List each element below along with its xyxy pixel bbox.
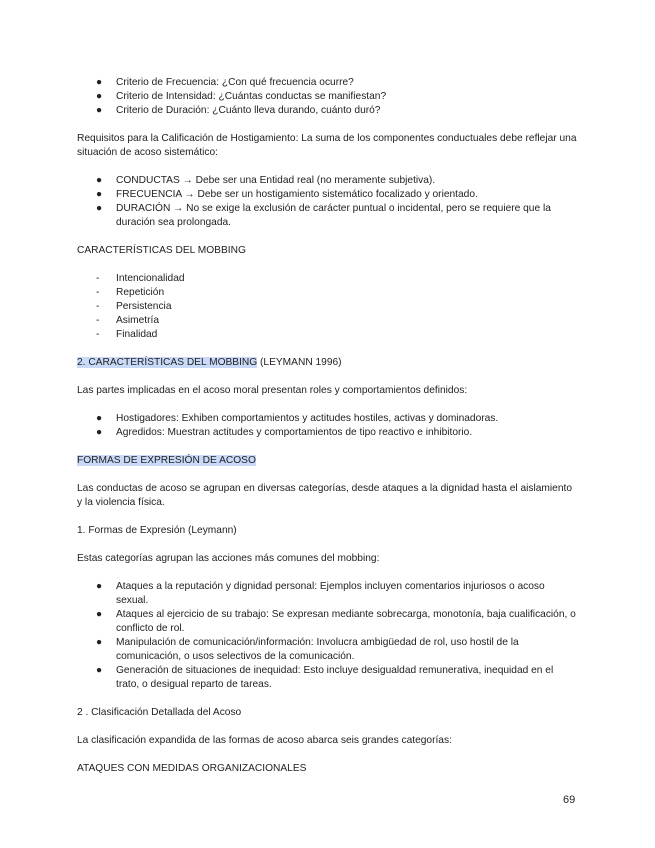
list-item: ● Ataques a la reputación y dignidad personal: Ejemplos incluyen comentarios injuriosos o acoso sexual. [96, 581, 545, 606]
list-item: ● Criterio de Frecuencia: ¿Con qué frecuencia ocurre? [96, 77, 354, 88]
requirements-list [77, 174, 577, 230]
bullet-marker: ● [96, 91, 103, 102]
requirements-paragraph: Requisitos para la Calificación de Hostigamiento: La suma de los componentes conductuales debe reflejar una situación de acoso sistemático: [77, 133, 577, 158]
page-content [77, 76, 577, 776]
bullet-marker: ● [96, 203, 103, 214]
list-item: ● Generación de situaciones de inequidad: Esto incluye desigualdad remunerativa, inequidad en el trato, o desigual reparto de tareas. [96, 665, 554, 690]
highlighted-heading: FORMAS DE EXPRESIÓN DE ACOSO [77, 455, 256, 466]
dash-marker: - [96, 287, 100, 298]
dash-marker: - [96, 301, 100, 312]
list-item: - Intencionalidad [96, 273, 185, 284]
section-heading: CARACTERÍSTICAS DEL MOBBING [77, 245, 246, 256]
bullet-marker: ● [96, 581, 103, 592]
bullet-marker: ● [96, 189, 103, 200]
bullet-marker: ● [96, 609, 103, 620]
section-heading-leymann: 2. CARACTERÍSTICAS DEL MOBBING (LEYMANN 1996) [77, 357, 342, 368]
forms-list [77, 580, 577, 692]
list-item: - Repetición [96, 287, 165, 298]
section-heading-forms [77, 454, 577, 468]
list-item: ● Criterio de Duración: ¿Cuánto lleva durando, cuánto duró? [96, 105, 381, 116]
dash-marker: - [96, 273, 100, 284]
bullet-marker: ● [96, 427, 103, 438]
classification-paragraph: La clasificación expandida de las formas de acoso abarca seis grandes categorías: [77, 735, 452, 746]
list-item: ● Hostigadores: Exhiben comportamientos y actitudes hostiles, activas y dominadoras. [96, 413, 499, 424]
dash-marker: - [96, 329, 100, 340]
section-heading-organizational: ATAQUES CON MEDIDAS ORGANIZACIONALES [77, 763, 307, 774]
bullet-marker: ● [96, 77, 103, 88]
roles-paragraph: Las partes implicadas en el acoso moral presentan roles y comportamientos definidos: [77, 385, 468, 396]
list-item: ● Agredidos: Muestran actitudes y comportamientos de tipo reactivo e inhibitorio. [96, 427, 473, 438]
page-number: 69 [563, 794, 576, 806]
list-item: ● Criterio de Intensidad: ¿Cuántas conductas se manifiestan? [96, 91, 387, 102]
bullet-marker: ● [96, 105, 103, 116]
categories-paragraph: Estas categorías agrupan las acciones más comunes del mobbing: [77, 553, 380, 564]
list-item: ● DURACIÓN → No se exige la exclusión de carácter puntual o incidental, pero se requiere que la duración sea prolongada. [96, 203, 551, 228]
list-item: ● Manipulación de comunicación/información: Involucra ambigüedad de rol, uso hostil de la comunicación, o usos selectivos de la comunicación. [96, 637, 519, 662]
characteristics-list [77, 272, 577, 342]
list-item: ● Ataques al ejercicio de su trabajo: Se expresan mediante sobrecarga, monotonía, baja cualificación, o conflicto de rol. [96, 609, 576, 634]
list-item: - Persistencia [96, 301, 172, 312]
list-item: - Finalidad [96, 329, 158, 340]
list-item: - Asimetría [96, 315, 160, 326]
list-item: ● CONDUCTAS → Debe ser una Entidad real (no meramente subjetiva). [96, 175, 436, 186]
bullet-marker: ● [96, 665, 103, 676]
highlighted-heading: 2. CARACTERÍSTICAS DEL MOBBING [77, 357, 258, 368]
bullet-marker: ● [96, 175, 103, 186]
subheading-leymann: 1. Formas de Expresión (Leymann) [77, 525, 237, 536]
bullet-marker: ● [96, 413, 103, 424]
subheading-classification: 2 . Clasificación Detallada del Acoso [77, 707, 242, 718]
list-item: ● FRECUENCIA → Debe ser un hostigamiento sistemático focalizado y orientado. [96, 189, 478, 200]
criteria-list [77, 76, 577, 118]
forms-paragraph: Las conductas de acoso se agrupan en diversas categorías, desde ataques a la dignidad hasta el aislamiento y la violencia física. [77, 483, 572, 508]
bullet-marker: ● [96, 637, 103, 648]
roles-list [77, 412, 577, 440]
dash-marker: - [96, 315, 100, 326]
